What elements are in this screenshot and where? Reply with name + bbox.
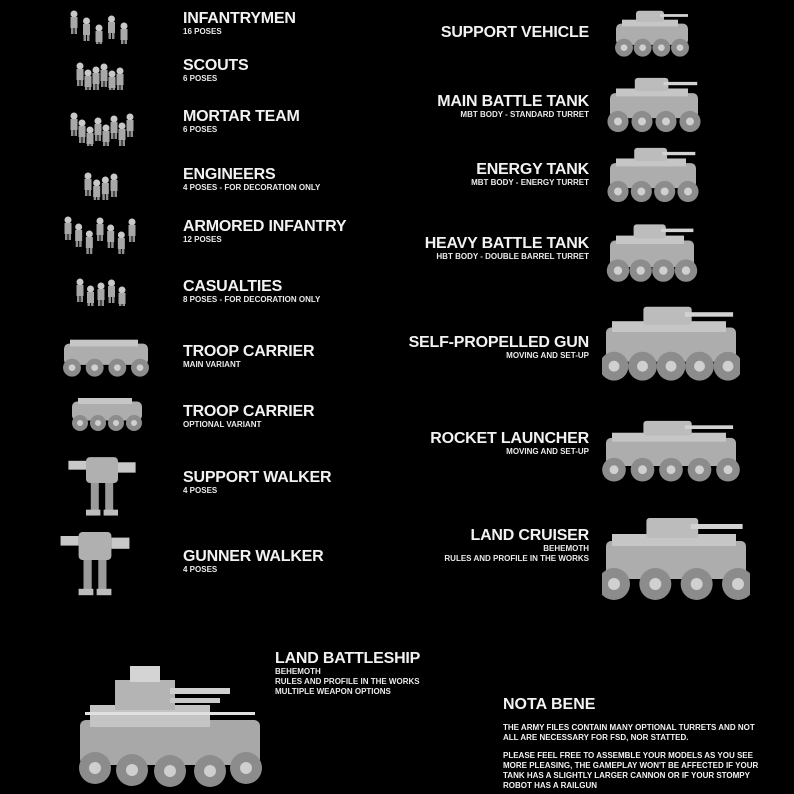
- engineer-figures-icon: [80, 166, 122, 200]
- nota-bene-paragraph: PLEASE FEEL FREE TO ASSEMBLE YOUR MODELS AS YOU SEE MORE PLEASING, THE GAMEPLAY WON'T BE AFFECTED IF YOUR TANK HAS A SLIGHTLY LARGER CANNON OR IF YOUR STOMPY ROBOT HAS A RAILGUN: [503, 751, 759, 790]
- unit-title: ENERGY TANK: [476, 161, 589, 178]
- unit-title: ARMORED INFANTRY: [183, 218, 347, 235]
- left-unit-entry: [183, 108, 300, 135]
- unit-title: SUPPORT VEHICLE: [440, 24, 589, 41]
- right-unit-entry: [471, 161, 589, 188]
- unit-subtitle: RULES AND PROFILE IN THE WORKS: [444, 554, 589, 563]
- unit-title: SELF-PROPELLED GUN: [408, 334, 589, 351]
- left-unit-entry: [183, 343, 314, 370]
- self-propelled-gun-icon: [602, 296, 740, 386]
- unit-title: ROCKET LAUNCHER: [430, 430, 589, 447]
- left-unit-entry: [183, 548, 324, 575]
- heavy-battle-tank-icon: [606, 216, 698, 286]
- unit-subtitle: HBT BODY - DOUBLE BARREL TURRET: [436, 252, 589, 261]
- scout-figures-icon: [72, 56, 128, 90]
- unit-subtitle: 6 POSES: [183, 125, 218, 134]
- left-unit-entry: [183, 278, 320, 305]
- left-unit-entry: [183, 218, 346, 245]
- main-battle-tank-icon: [606, 70, 702, 136]
- unit-subtitle: MBT BODY - STANDARD TURRET: [460, 110, 589, 119]
- unit-subtitle: OPTIONAL VARIANT: [183, 420, 262, 429]
- infantry-figures-icon: [66, 4, 132, 44]
- unit-subtitle: MOVING AND SET-UP: [506, 351, 589, 360]
- left-unit-entry: [183, 10, 296, 37]
- unit-title: TROOP CARRIER: [183, 343, 315, 360]
- unit-subtitle: 16 POSES: [183, 27, 222, 36]
- unit-subtitle: 12 POSES: [183, 235, 222, 244]
- land-battleship-entry: [275, 650, 420, 697]
- unit-subtitle: 4 POSES: [183, 486, 218, 495]
- right-unit-entry: [441, 24, 589, 41]
- unit-title: GUNNER WALKER: [183, 548, 324, 565]
- nota-bene-box: [503, 696, 765, 791]
- left-unit-entry: [183, 166, 320, 193]
- unit-title: SUPPORT WALKER: [183, 469, 332, 486]
- unit-title: ENGINEERS: [183, 166, 276, 183]
- support-vehicle-icon: [612, 4, 692, 60]
- unit-title: HEAVY BATTLE TANK: [424, 235, 589, 252]
- land-battleship-sub: RULES AND PROFILE IN THE WORKS: [275, 677, 420, 686]
- rocket-launcher-icon: [602, 412, 740, 486]
- left-unit-entry: [183, 403, 314, 430]
- unit-subtitle: MAIN VARIANT: [183, 360, 241, 369]
- land-battleship-title: LAND BATTLESHIP: [275, 650, 421, 667]
- right-unit-entry: [437, 93, 589, 120]
- support-walker-icon: [62, 446, 142, 520]
- unit-subtitle: MBT BODY - ENERGY TURRET: [471, 178, 589, 187]
- nota-bene-title: NOTA BENE: [503, 696, 596, 713]
- land-battleship-icon: [70, 660, 270, 794]
- right-unit-entry: [444, 527, 589, 564]
- nota-bene-paragraph: THE ARMY FILES CONTAIN MANY OPTIONAL TURRETS AND NOT ALL ARE NECESSARY FOR FSD, NOR STATTED.: [503, 723, 755, 742]
- unit-title: LAND CRUISER: [470, 527, 589, 544]
- troop-carrier-icon: [60, 324, 152, 380]
- land-battleship-sub: BEHEMOTH: [275, 667, 321, 676]
- right-unit-entry: [430, 430, 589, 457]
- mortar-team-icon: [66, 106, 138, 146]
- unit-title: MAIN BATTLE TANK: [437, 93, 589, 110]
- unit-subtitle: 4 POSES - FOR DECORATION ONLY: [183, 183, 321, 192]
- left-unit-entry: [183, 57, 248, 84]
- unit-subtitle: 8 POSES - FOR DECORATION ONLY: [183, 295, 321, 304]
- right-unit-entry: [409, 334, 589, 361]
- casualty-figures-icon: [72, 272, 130, 306]
- land-battleship-sub: MULTIPLE WEAPON OPTIONS: [275, 687, 391, 696]
- unit-title: INFANTRYMEN: [183, 10, 296, 27]
- right-unit-entry: [425, 235, 589, 262]
- energy-tank-icon: [606, 140, 700, 206]
- unit-title: SCOUTS: [183, 57, 249, 74]
- left-unit-entry: [183, 469, 331, 496]
- troop-carrier-icon: [68, 384, 146, 434]
- gunner-walker-icon: [54, 520, 136, 600]
- unit-subtitle: MOVING AND SET-UP: [506, 447, 589, 456]
- unit-title: CASUALTIES: [183, 278, 283, 295]
- unit-subtitle: 6 POSES: [183, 74, 218, 83]
- unit-title: MORTAR TEAM: [183, 108, 300, 125]
- land-cruiser-icon: [602, 506, 750, 606]
- unit-subtitle: BEHEMOTH: [543, 544, 589, 553]
- unit-title: TROOP CARRIER: [183, 403, 315, 420]
- armored-infantry-icon: [60, 210, 140, 254]
- unit-subtitle: 4 POSES: [183, 565, 218, 574]
